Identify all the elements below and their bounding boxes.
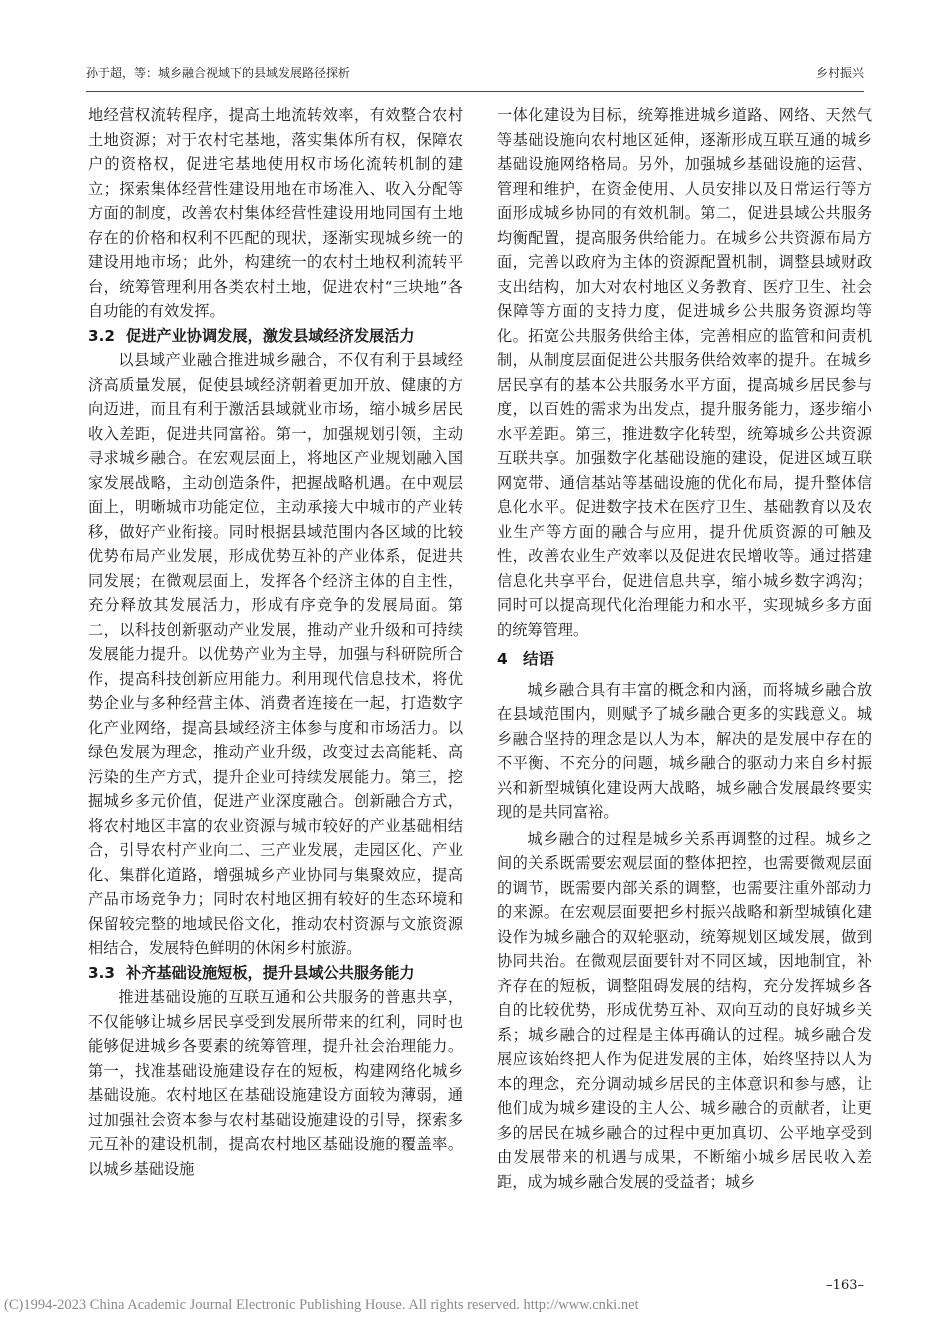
section-4-number: 4	[497, 650, 508, 668]
heading-3-3-number: 3.3	[88, 963, 115, 982]
copyright-notice: (C)1994-2023 China Academic Journal Electronic Publishing House. All rights reserved. http://www.cnki.net	[4, 1297, 639, 1313]
left-paragraph-2: 以县域产业融合推进城乡融合，不仅有利于县域经济高质量发展，促使县域经济朝着更加开放、健康的方向迈进，而且有利于激活县域就业市场，缩小城乡居民收入差距，促进共同富裕。第一，加强规划引领，主动寻求城乡融合。在宏观层面上，将地区产业规划融入国家发展战略，主动创造条件，把握战略机遇。在中观层面上，明晰城市功能定位，主动承接大中城市的产业转移，做好产业衔接。同时根据县域范围内各区域的比较优势布局产业发展，形成优势互补的产业体系，促进共同发展；在微观层面上，发挥各个经济主体的自主性，充分释放其发展活力，形成有序竞争的发展局面。第二，以科技创新驱动产业发展，推动产业升级和可持续发展能力提升。以优势产业为主导，加强与科研院所合作，提高科技创新应用能力。利用现代信息技术，将优势企业与多种经营主体、消费者连接在一起，打造数字化产业网络，提高县域经济主体参与度和市场活力。以绿色发展为理念，推动产业升级，改变过去高能耗、高污染的生产方式，提升企业可持续发展能力。第三，挖掘城乡多元价值，促进产业深度融合。创新融合方式，将农村地区丰富的农业资源与城市较好的产业基础相结合，引导农村产业向二、三产业发展，走园区化、产业化、集群化道路，增强城乡产业协同与集聚效应，提高产品市场竞争力；同时农村地区拥有较好的生态环境和保留较完整的地域民俗文化，推动农村资源与文旅资源相结合，发展特色鲜明的休闲乡村旅游。	[88, 351, 463, 957]
running-title: 孙于超，等：城乡融合视域下的县域发展路径探析	[86, 66, 351, 80]
header-rule	[86, 91, 864, 92]
right-paragraph-3: 城乡融合的过程是城乡关系再调整的过程。城乡之间的关系既需要宏观层面的整体把控，也需要微观层面的调节，既需要内部关系的调整，也需要注重外部动力的来源。在宏观层面要把乡村振兴战略和新型城镇化建设作为城乡融合的双轮驱动，统筹规划区域发展，做到协同共治。在微观层面要针对不同区域，因地制宜，补齐存在的短板，调整阻碍发展的结构，充分发挥城乡各自的比较优势，形成优势互补、双向互动的良好城乡关系；城乡融合的过程是主体再确认的过程。城乡融合发展应该始终把人作为促进发展的主体，始终坚持以人为本的理念，充分调动城乡居民的主体意识和参与感，让他们成为城乡建设的主人公、城乡融合的贡献者，让更多的居民在城乡融合的过程中更加真切、公平地享受到由发展带来的机遇与成果，不断缩小城乡居民收入差距，成为城乡融合发展的受益者；城乡	[497, 829, 872, 1191]
section-label: 乡村振兴	[815, 66, 864, 80]
heading-3-2-number: 3.2	[88, 326, 115, 345]
heading-3-2-title: 促进产业协调发展，激发县域经济发展活力	[126, 326, 415, 345]
left-paragraph-3: 推进基础设施的互联互通和公共服务的普惠共享，不仅能够让城乡居民享受到发展所带来的红利，同时也能够促进城乡各要素的统筹管理，提升社会治理能力。第一，找准基础设施建设存在的短板，构建网络化城乡基础设施。农村地区在基础设施建设方面较为薄弱，通过加强社会资本参与农村基础设施建设的引导，探索多元互补的建设机制，提高农村地区基础设施的覆盖率。以城乡基础设施	[88, 988, 463, 1178]
left-paragraph-1: 地经营权流转程序，提高土地流转效率，有效整合农村土地资源；对于农村宅基地，落实集体所有权，保障农户的资格权，促进宅基地使用权市场化流转机制的建立；探索集体经营性建设用地在市场准入、收入分配等方面的制度，改善农村集体经营性建设用地同国有土地存在的价格和权利不匹配的现状，逐渐实现城乡统一的建设用地市场；此外，构建统一的农村土地权利流转平台，统筹管理利用各类农村土地，促进农村“三块地”各自功能的有效发挥。	[88, 106, 463, 320]
heading-3-3-title: 补齐基础设施短板，提升县域公共服务能力	[126, 963, 415, 982]
heading-3-2	[88, 324, 463, 349]
right-column	[497, 103, 872, 1194]
right-paragraph-2: 城乡融合具有丰富的概念和内涵，而将城乡融合放在县域范围内，则赋予了城乡融合更多的实践意义。城乡融合坚持的理念是以人为本，解决的是发展中存在的不平衡、不充分的问题，城乡融合的驱动力来自乡村振兴和新型城镇化建设两大战略，城乡融合发展最终要实现的是共同富裕。	[497, 680, 872, 821]
right-paragraph-1: 一体化建设为目标，统筹推进城乡道路、网络、天然气等基础设施向农村地区延伸，逐渐形成互联互通的城乡基础设施网络格局。另外，加强城乡基础设施的运营、管理和维护，在资金使用、人员安排以及日常运行等方面形成城乡协同的有效机制。第二，促进县域公共服务均衡配置，提高服务供给能力。在城乡公共资源布局方面，完善以政府为主体的资源配置机制，调整县域财政支出结构，加大对农村地区义务教育、医疗卫生、社会保障等方面的支持力度，促进城乡公共服务资源均等化。拓宽公共服务供给主体，完善相应的监管和问责机制，从制度层面促进公共服务供给效率的提升。在城乡居民享有的基本公共服务水平方面，提高城乡居民参与度，以百姓的需求为出发点，提升服务能力，逐步缩小水平差距。第三，推进数字化转型，统筹城乡公共资源互联共享。加强数字化基础设施的建设，促进区域互联网宽带、通信基站等基础设施的优化布局，提升整体信息化水平。促进数字技术在医疗卫生、基础教育以及农业生产等方面的融合与应用，提升优质资源的可触及性，改善农业生产效率以及促进农民增收等。通过搭建信息化共享平台，促进信息共享，缩小城乡数字鸿沟；同时可以提高现代化治理能力和水平，实现城乡多方面的统筹管理。	[497, 106, 872, 639]
left-column	[88, 103, 463, 1181]
page-number: –163–	[826, 1278, 864, 1293]
section-4-heading	[497, 647, 872, 672]
running-head	[86, 64, 864, 88]
section-4-title: 结语	[523, 650, 555, 668]
heading-3-3	[88, 961, 463, 986]
